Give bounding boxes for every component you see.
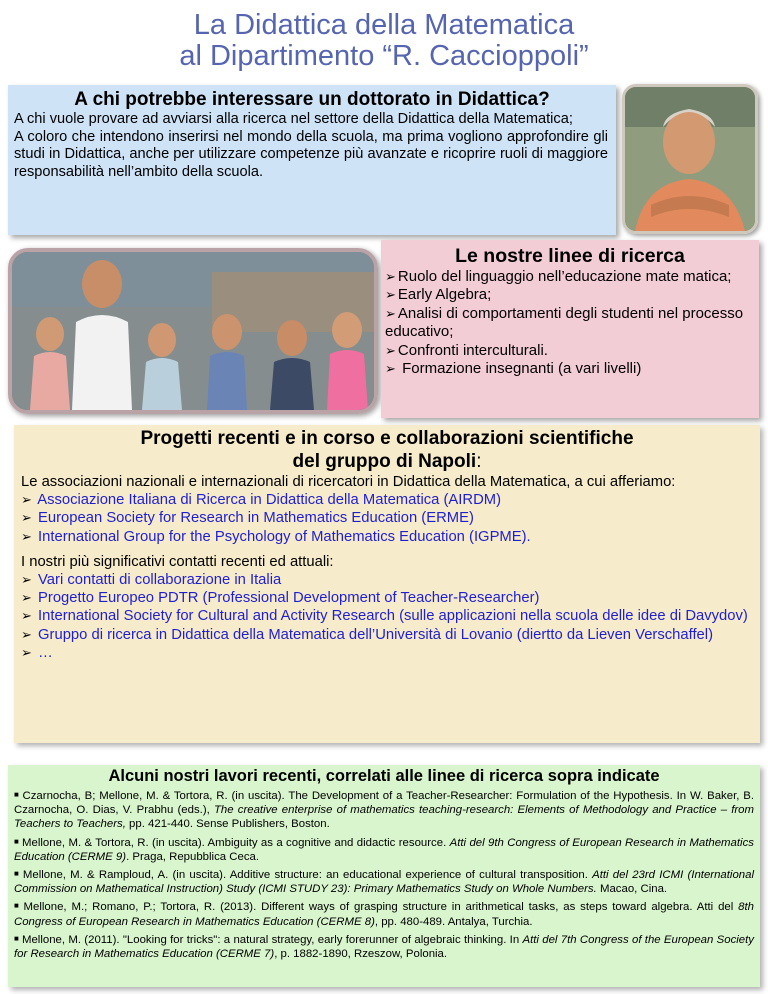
list-item: ➢ Confronti interculturali. (385, 341, 548, 359)
publications-heading: Alcuni nostri lavori recenti, correlati alle linee di ricerca sopra indicate (108, 767, 660, 785)
interest-heading: A chi potrebbe interessare un dottorato in Didattica? (74, 89, 550, 110)
contacts-intro: I nostri più significativi contatti recenti ed attuali: (21, 553, 334, 570)
reference-item: ■ Mellone, M.; Romano, P.; Tortora, R. (2013). Different ways of grasping structure in arithmetical tasks, as steps toward algebra. Atti del 8th Congress of European Research in Mathematics Education (CERME 8), pp. 480-489. Antalya, Turchia. (14, 901, 754, 928)
arrowhead-bullet-icon: ➢ (385, 361, 396, 377)
square-bullet-icon: ■ (14, 836, 20, 846)
square-bullet-icon: ■ (14, 901, 21, 911)
arrowhead-bullet-icon: ➢ (21, 572, 32, 588)
contact-item[interactable]: ➢ Gruppo di ricerca in Didattica della Matematica dell’Università di Lovanio (diertto da Lieven Verschaffel) (21, 626, 714, 643)
research-heading: Le nostre linee di ricerca (455, 245, 685, 267)
arrowhead-bullet-icon: ➢ (21, 590, 32, 606)
square-bullet-icon: ■ (14, 869, 20, 879)
interest-paragraph-1: A chi vuole provare ad avviarsi alla ricerca nel settore della Didattica della Matematica; (14, 111, 573, 127)
arrowhead-bullet-icon: ➢ (21, 510, 32, 526)
reference-item: ■ Mellone, M. & Tortora, R. (in uscita). Ambiguity as a cognitive and didactic resource. Atti del 9th Congress of European Research in Mathematics Education (CERME 9). Praga, Repubblica Ceca. (14, 836, 754, 863)
interest-paragraph-2: A coloro che intendono inserirsi nel mondo della scuola, ma prima vogliono approfondire gli studi in Didattica, anche per utilizzare competenze più avanzate e ricoprire ruoli di maggiore responsabilità nell’ambito della scuola. (14, 128, 608, 180)
contact-item[interactable]: ➢ Vari contatti di collaborazione in Italia (21, 572, 282, 589)
projects-heading: Progetti recenti e in corso e collaborazioni scientifiche del gruppo di Napoli: (140, 428, 634, 472)
square-bullet-icon: ■ (14, 933, 19, 943)
interest-box (8, 85, 616, 235)
reference-item: ■ Mellone, M. & Ramploud, A. (in uscita). Additive structure: an educational experience of cultural transposition. Atti del 23rd ICMI (International Commission on Mathematical Instruction) Study (ICMI STUDY 23): Primary Mathematics Study on Whole Numbers. Macao, Cina. (14, 869, 754, 896)
projects-heading-line-1: Progetti recenti e in corso e collaborazioni scientifiche (140, 428, 634, 449)
list-item: ➢ Early Algebra; (385, 286, 492, 304)
list-item: ➢ Formazione insegnanti (a vari livelli) (385, 360, 642, 378)
research-lines-box (381, 240, 759, 418)
title-line-1: La Didattica della Matematica (193, 9, 575, 41)
title-line-2: al Dipartimento “R. Caccioppoli” (179, 40, 589, 72)
arrowhead-bullet-icon: ➢ (385, 287, 396, 303)
arrowhead-bullet-icon: ➢ (21, 492, 32, 508)
arrowhead-bullet-icon: ➢ (21, 528, 32, 544)
reference-item: ■ Czarnocha, B; Mellone, M. & Tortora, R. (in uscita). The Development of a Teacher-Researcher: Formulation of the Hypothesis. In W. Baker, B. Czarnocha, O. Dias, V. Prabhu (eds.), The creative enterprise of mathematics teaching-research: Elements of Methodology and Practice – from Teachers to Teachers, pp. 421-440. Sense Publishers, Boston. (14, 790, 754, 831)
contact-item[interactable]: ➢ International Society for Cultural and Activity Research (sulle applicazioni nella scuola delle idee di Davydov) (21, 608, 748, 625)
arrowhead-bullet-icon: ➢ (385, 342, 396, 358)
square-bullet-icon: ■ (14, 790, 20, 799)
arrowhead-bullet-icon: ➢ (21, 608, 32, 624)
association-item[interactable]: ➢ Associazione Italiana di Ricerca in Didattica della Matematica (AIRDM) (21, 492, 502, 509)
arrowhead-bullet-icon: ➢ (385, 305, 396, 321)
association-item[interactable]: ➢ International Group for the Psychology of Mathematics Education (IGPME). (21, 528, 531, 545)
arrowhead-bullet-icon: ➢ (21, 644, 32, 660)
page-title (0, 10, 768, 72)
publications-box (8, 765, 760, 987)
projects-box (14, 425, 760, 743)
reference-item: ■ Mellone, M. (2011). "Looking for tricks": a natural strategy, early forerunner of algebraic thinking. In Atti del 7th Congress of the European Society for Research in Mathematics Education (CERME 7), p. 1882-1890, Rzeszow, Polonia. (14, 933, 754, 961)
group-photo (8, 248, 378, 414)
portrait-illustration (625, 87, 755, 231)
association-item[interactable]: ➢ European Society for Research in Mathematics Education (ERME) (21, 510, 474, 527)
contact-item: ➢ … (21, 644, 53, 661)
projects-intro: Le associazioni nazionali e internazionali di ricercatori in Didattica della Matematica, a cui afferiamo: (21, 474, 676, 490)
contact-item[interactable]: ➢ Progetto Europeo PDTR (Professional Development of Teacher-Researcher) (21, 590, 540, 607)
arrowhead-bullet-icon: ➢ (385, 269, 396, 284)
research-list (381, 268, 759, 378)
list-item: ➢ Ruolo del linguaggio nell’educazione mate matica; (385, 268, 732, 285)
list-item: ➢ Analisi di comportamenti degli studenti nel processo educativo; (385, 304, 744, 341)
arrowhead-bullet-icon: ➢ (21, 626, 32, 642)
portrait-photo (622, 84, 758, 234)
projects-heading-line-2: del gruppo di Napoli (292, 451, 477, 472)
group-illustration (12, 252, 374, 410)
